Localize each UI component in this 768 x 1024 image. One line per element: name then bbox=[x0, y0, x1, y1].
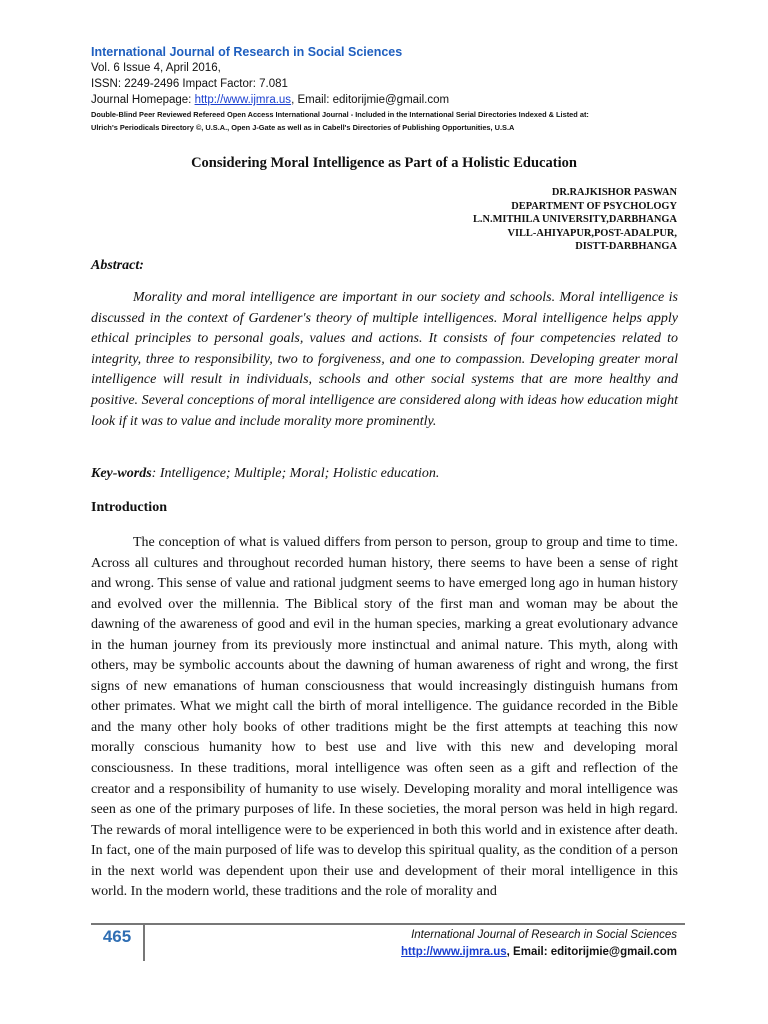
footer-journal-name: International Journal of Research in Social Sciences bbox=[411, 929, 677, 941]
footer-homepage-link[interactable]: http://www.ijmra.us bbox=[401, 946, 507, 958]
introduction-text: The conception of what is valued differs from person to person, group to group and time to time. Across all cultures and throughout recorded human history, there seems to have been a sense of right and wrong. This sense of value and rational judgment seems to have emerged long ago in human history and evolved over the millennia. The Biblical story of the first man and woman may be about the dawning of the awareness of good and evil in the human species, marking a great evolutionary advance in the human journey from its previously more instinctual and animal nature. This myth, along with others, may be symbolic accounts about the dawning of human awareness of right and wrong, the first signs of new emanations of human consciousness that would increasingly distinguish humans from other primates. What we might call the birth of moral intelligence. The guidance recorded in the Bible and the many other holy books of other traditions might be the first attempts at teaching this now morally conscious humanity how to best use and live with this new and developing moral consciousness. In these traditions, moral intelligence was often seen as a gift and reflection of the creator and a responsibility of humanity to use wisely. Developing morality and moral intelligence was seen as one of the primary purposes of life. In these societies, the moral person was held in high regard. The rewards of moral intelligence were to be experienced in both this world and in existence after death. In fact, one of the main purposed of life was to develop this spiritual quality, as the condition of a person in the next world was dependent upon their use and development of their moral intelligence in this world. In the modern world, these traditions and the role of morality and bbox=[91, 535, 678, 900]
footer-journal-block bbox=[401, 927, 677, 961]
abstract-text: Morality and moral intelligence are important in our society and schools. Moral intelligence is discussed in the context of Gardener's theory of multiple intelligences. Moral intelligence helps apply ethical principles to personal goals, values and actions. It consists of four competencies related to integrity, three to responsibility, two to forgiveness, and one to compassion. Developing greater moral intelligence will result in individuals, schools and other social systems that are more healthy and positive. Several conceptions of moral intelligence are considered along with ideas how education might look if it was to value and include morality more prominently. bbox=[91, 290, 678, 429]
footer-email: , Email: editorijmie@gmail.com bbox=[506, 946, 677, 958]
paper-title: Considering Moral Intelligence as Part of a Holistic Education bbox=[191, 155, 577, 171]
homepage-label: Journal Homepage: bbox=[91, 94, 195, 106]
journal-header bbox=[91, 44, 681, 134]
journal-name: International Journal of Research in Social Sciences bbox=[91, 45, 403, 59]
fine-print-1: Double-Blind Peer Reviewed Refereed Open Access International Journal - Included in the International Serial Directories Indexed & Listed at: bbox=[91, 110, 589, 119]
footer-divider bbox=[91, 923, 685, 925]
fine-print-2: Ulrich's Periodicals Directory ©, U.S.A., Open J-Gate as well as in Cabell's Directories of Publishing Opportunities, U.S.A bbox=[91, 123, 515, 132]
author-department: DEPARTMENT OF PSYCHOLOGY bbox=[511, 200, 677, 212]
abstract-heading: Abstract: bbox=[91, 258, 144, 273]
author-district: DISTT-DARBHANGA bbox=[575, 241, 677, 252]
issn-line: ISSN: 2249-2496 Impact Factor: 7.081 bbox=[91, 78, 288, 90]
page-number: 465 bbox=[91, 925, 145, 961]
keywords-label: Key-words bbox=[91, 466, 152, 481]
footer-links-line bbox=[401, 944, 677, 961]
header-email: , Email: editorijmie@gmail.com bbox=[291, 94, 450, 106]
homepage-link[interactable]: http://www.ijmra.us bbox=[194, 94, 292, 106]
homepage-line bbox=[91, 92, 681, 108]
keywords-text: : Intelligence; Multiple; Moral; Holistic education. bbox=[151, 466, 440, 481]
introduction-heading: Introduction bbox=[91, 500, 167, 515]
author-block bbox=[473, 186, 677, 254]
author-village: VILL-AHIYAPUR,POST-ADALPUR, bbox=[507, 227, 677, 239]
volume-line: Vol. 6 Issue 4, April 2016, bbox=[91, 62, 221, 74]
author-university: L.N.MITHILA UNIVERSITY,DARBHANGA bbox=[472, 214, 677, 225]
keywords-line bbox=[91, 466, 439, 482]
author-name: DR.RAJKISHOR PASWAN bbox=[551, 187, 677, 198]
